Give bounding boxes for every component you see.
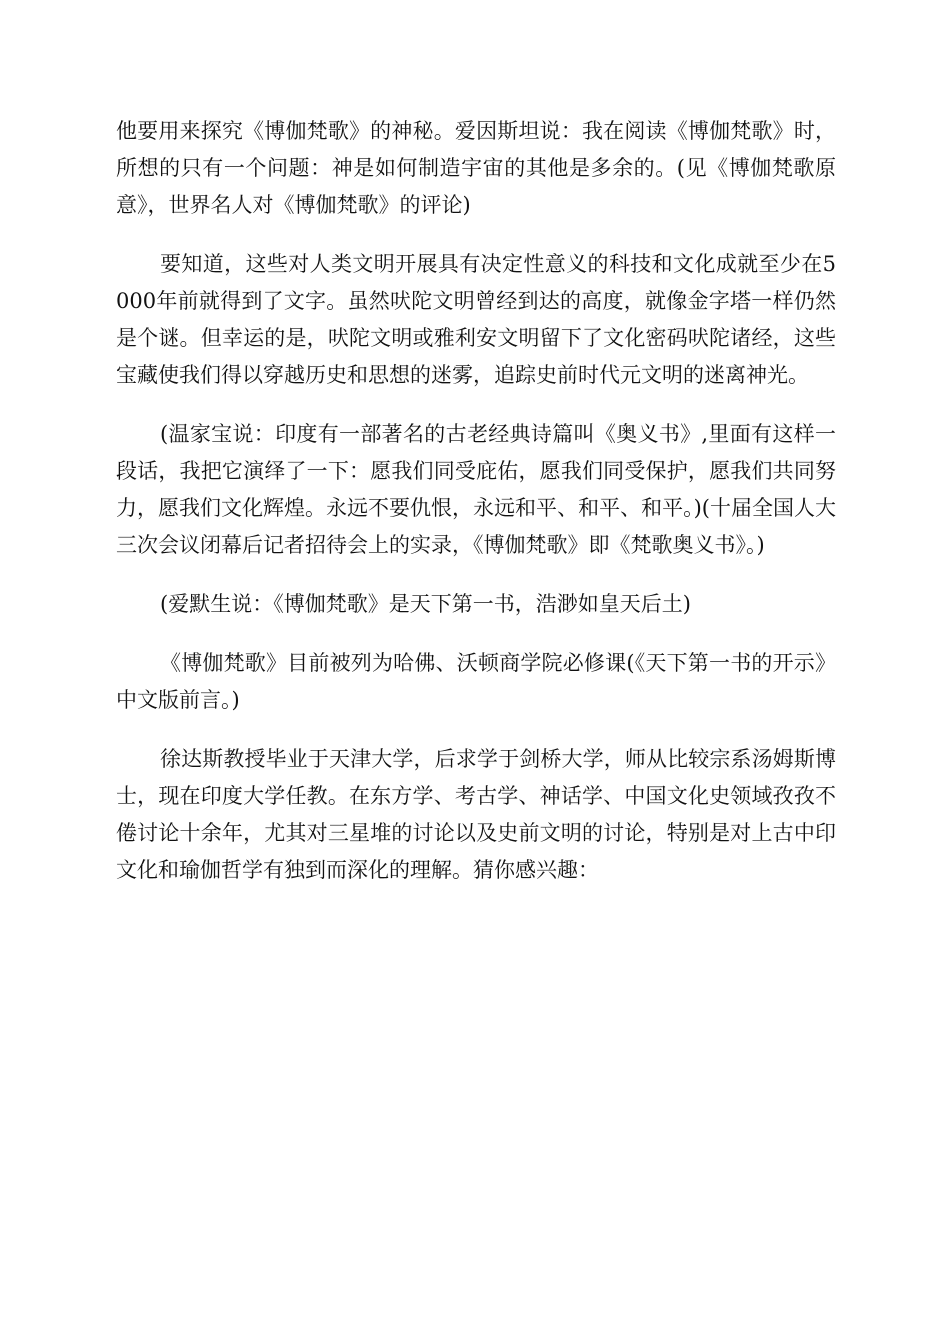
- paragraph-1: 他要用来探究《博伽梵歌》的神秘。爱因斯坦说：我在阅读《博伽梵歌》时，所想的只有一个问题：神是如何制造宇宙的其他是多余的。(见《博伽梵歌原意》，世界名人对《博伽梵歌》的评论): [116, 119, 836, 217]
- paragraph-2: 要知道，这些对人类文明开展具有决定性意义的科技和文化成就至少在5000年前就得到了文字。虽然吠陀文明曾经到达的高度，就像金字塔一样仍然是个谜。但幸运的是，吠陀文明或雅利安文明留下了文化密码吠陀诸经，这些宝藏使我们得以穿越历史和思想的迷雾，追踪史前时代元文明的迷离神光。: [116, 252, 836, 387]
- paragraph-5: 《博伽梵歌》目前被列为哈佛、沃顿商学院必修课(《天下第一书的开示》中文版前言。): [116, 651, 836, 712]
- document-body: [116, 113, 836, 911]
- paragraph-6: 徐达斯教授毕业于天津大学，后求学于剑桥大学，师从比较宗系汤姆斯博士，现在印度大学任教。在东方学、考古学、神话学、中国文化史领域孜孜不倦讨论十余年，尤其对三星堆的讨论以及史前文明的讨论，特别是对上古中印文化和瑜伽哲学有独到而深化的理解。猜你感兴趣：: [116, 747, 836, 882]
- paragraph-4: (爱默生说：《博伽梵歌》是天下第一书，浩渺如皇天后土): [160, 592, 691, 616]
- paragraph-3: (温家宝说：印度有一部著名的古老经典诗篇叫《奥义书》,里面有这样一段话，我把它演绎了一下：愿我们同受庇佑，愿我们同受保护，愿我们共同努力，愿我们文化辉煌。永远不要仇恨，永远和平、和平、和平。)(十届全国人大三次会议闭幕后记者招待会上的实录，《博伽梵歌》即《梵歌奥义书》。): [116, 422, 836, 557]
